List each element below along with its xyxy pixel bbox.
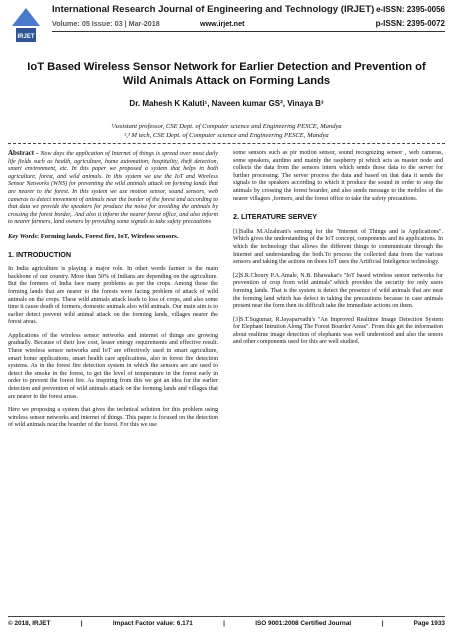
footer-impact-factor: Impact Factor value: 6.171 <box>112 620 193 627</box>
journal-website: www.irjet.net <box>200 19 245 28</box>
paper-title: IoT Based Wireless Sensor Network for Earlier Detection and Prevention of Wild Animals Attack on Forming Lands <box>27 61 426 87</box>
paper-authors: Dr. Mahesh K Kaluti¹, Naveen kumar GS², Vinaya B³ <box>129 99 324 108</box>
reference-item: [1]Salha M.Alzahrani's sensing for the "Internet of Things and is Applications". Which gives the understanding of the IoT concept, components and its applications. In which the technology that allows the different things to communicate through the Internet and understanding the both.To process the collected data from the various sensors and taking the actions on thoes IoT uses the Artificial Inteligence technology. <box>233 228 443 266</box>
header-divider <box>52 31 445 32</box>
intro-paragraph: Here we proposing a system that gives the technical solution for this problem using wireless sensor networks and internet of things. This paper is focused on the detection of wild animals near the boarder of the forest. For this we use <box>8 407 218 429</box>
intro-paragraph: In India agriculture is playing a major role. In other words farmer is the main backbone of our country. More than 50% of Indians are depending on the agriculture. But the formers of India face many problems as per the crops. Among those the forming lands that are nearer to the forests were facing problem of attack of wild animals on the crops. These wild animals attack leads to loss of crops, and also some time it cause death of formers, domestic animals also wild animals. Our main aim is to earlier detect prevent wild animal attack on the forming lands, villages nearer the forest areas. <box>8 266 218 326</box>
reference-item: [3]S.T.Sugumar, R.Jayaparvathi's "An Improved Realtime Image Detection System for Elephant Intrution Along The Forest Boarder Areas". From this get the information about realtime image detection of elephants was well understood and also the senors and other components used for this are well studied. <box>233 316 443 346</box>
footer-copyright: © 2018, IRJET <box>8 620 51 627</box>
footer-sep: | <box>223 620 225 627</box>
footer-page-number: Page 1933 <box>413 620 445 627</box>
footer-sep: | <box>80 620 83 627</box>
affiliation-1: ¹Assistant professor, CSE Dept. of Computer science and Engineering PESCE, Mandya <box>111 123 342 130</box>
e-issn: e-ISSN: 2395-0056 <box>376 5 445 14</box>
footer-sep: | <box>381 620 384 627</box>
keywords <box>8 233 218 241</box>
keywords-text: : Forming lands, Forest fire, IoT, Wireless sensors. <box>36 232 179 240</box>
volume-issue: Volume: 05 Issue: 03 | Mar-2018 <box>52 19 160 28</box>
keywords-label: Key Words <box>8 232 37 240</box>
left-column <box>8 150 218 436</box>
section-separator <box>8 143 445 144</box>
affiliation-2: ²,³ M tech, CSE Dept. of Computer science and Engineering PESCE, Mandya <box>124 132 329 139</box>
right-column <box>233 150 443 353</box>
reference-item: [2]S.R.Choury P.A.Amale, N.B. Bhawakar's "IoT based wireless sensor networks for prevention of crop from wild animals".which provides the security for only users forming lands. That is the system is detect the presence of wild animals that are near the forming land which has defect in taking the precautions because in case animals present near the form then its difficult take the immediate actions on them. <box>233 272 443 310</box>
abstract-text: Now days the application of Internet of things is spread over most daily life fields such as health, agriculture, home automation, hospitality, theft detection, smart environment, etc. In this paper we proposed a system that helps in both agriculture, forest, and wild animals. In this system we use the IoT and Wireless Sensor Networks (WNS) for preventing the wild animals attack on forming lands that are nearer to the forest. In this system we use motion sensor, sound sensors, web cameras to detect movement of animals near the border of the forest and according to that data we provide the speakers for produce the noise for avoiding the animals by crossing the forest border,. And also it inform the nearer forest office, and also inform to nearer farmers, land owners by providing some signals to take safety precautions <box>8 151 218 226</box>
abstract-label: Abstract - <box>8 149 39 157</box>
footer-iso: ISO 9001:2008 Certified Journal <box>255 620 352 627</box>
page-footer <box>8 620 445 627</box>
literature-heading: 2. LITERATURE SERVEY <box>233 212 318 222</box>
footer-divider <box>8 616 445 617</box>
intro-paragraph: Applications of the wireless sensor networks and internet of things are growing gradually. Because of their low cost, lesser energy requirements and effective result. These wireless sensor networks and IoT are effectively used in smart agriculture, smart home applications, smart health care applications, also in forest fire detection systems. As in the forest fire detection system in which the sensors are are used to detect the smoke in the forest, to get the level of temperature in the forest early in order to prevent the forest fire. As inspiring from this we got an idea for the earlier detection and prevention of wild animals attack on the forming lands and villages that are nearer to the forest areas. <box>8 332 218 400</box>
p-issn: p-ISSN: 2395-0072 <box>375 19 445 28</box>
svg-text:IRJET: IRJET <box>17 34 35 40</box>
intro-heading: 1. INTRODUCTION <box>8 249 72 259</box>
irjet-logo-icon <box>6 4 46 46</box>
journal-name: International Research Journal of Engineering and Technology (IRJET) <box>52 4 375 15</box>
abstract <box>8 150 218 227</box>
journal-header <box>0 0 453 52</box>
intro-continuation: some sensors such as pir motion sensor, sound recognizing sensor , web cameras, some speakers, aurdino and mainly the raspberry pi which acts as master node and collects the data from the sensors intern which sends those data to the server for further processing. The server process the data and based on that data it sends the signals to the speakers according to which it produce the sound in order to stop the animals by crossing the forest boarder, and also sends message to the mobiles of the nearer villagers ,formers, and the forest office to take the safety precautions. <box>233 150 443 202</box>
